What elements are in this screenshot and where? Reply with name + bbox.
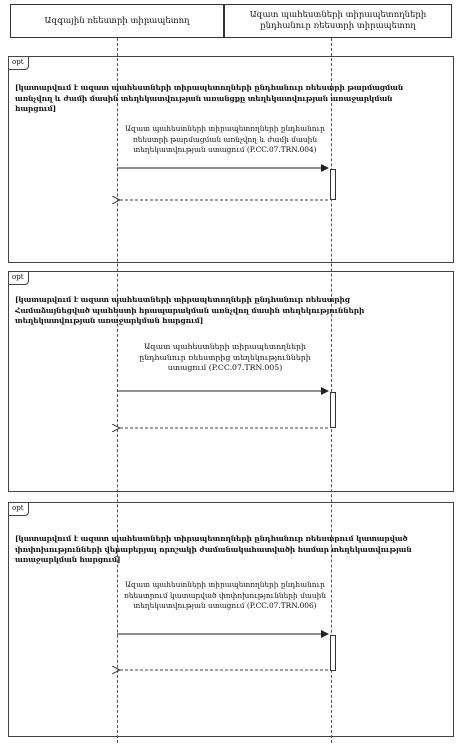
fragment-operator: opt [8, 56, 29, 70]
fragment-guard: [կատարվում է ազատ պահեստների տիրապետողների ընդհանուր ռեեստրի թարմացման առնչվող և ժամի մասին տեղեկատվության առանցքը տեղեկատվության առաջարկման հարցում] [15, 83, 404, 113]
fragment-guard: [կատարվում է ազատ պահեստների տիրապետողների ընդհանուր ռեեստրում կատարված փոփոխությունների վերաբերյալ որոշակի ժամանակահատվածի համար տեղեկատվության առաջարկման հարցում] [15, 534, 412, 564]
fragment-operator: opt [8, 271, 29, 285]
message-label: Ազատ պահեստների տիրապետողների ընդհանուր ռեեստրում կատարված փոփոխությունների մասին տեղեկատվության ստացում (P.CC.07.TRN.006) [123, 580, 326, 610]
fragment-guard: [կատարվում է ազատ պահեստների տիրապետողների ընդհանուր ռեեստրից Համաձայնեցված պահեստի հրապարակման առնչվող մասին տեղեկությունների տեղեկատվության առաջարկման հարցում] [15, 295, 365, 325]
participant-label: Ազգային ռեեստրի տիրապետող [44, 15, 190, 26]
participant-label: Ազատ պահեստների տիրապետողների ընդհանուր ռեեստրի տիրապետող [249, 10, 427, 31]
message-label: Ազատ պահեստների տիրապետողների ընդհանուր ռեեստրի թարմացման առնչվող և ժամի մասին տեղեկատվության ստացում (P.CC.07.TRN.004) [125, 124, 325, 154]
message-label: Ազատ պահեստների տիրապետողների ընդհանուր ռեեստրից տեղեկությունների ստացում (P.CC.07.TRN.005) [139, 342, 311, 372]
fragment-operator: opt [8, 502, 29, 516]
